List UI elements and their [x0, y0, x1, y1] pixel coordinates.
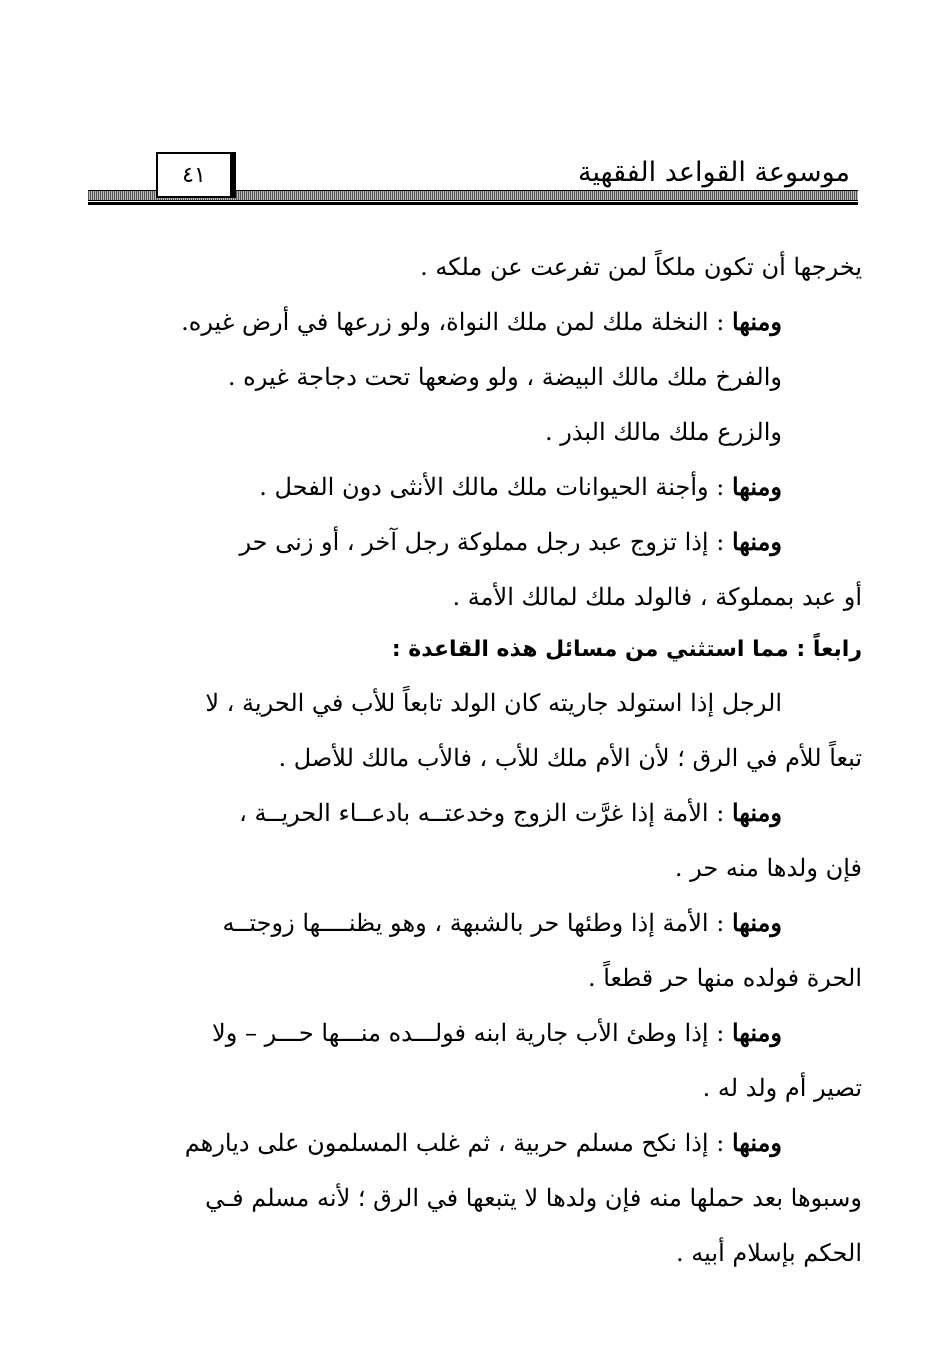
text-line: والزرع ملك مالك البذر .	[544, 418, 782, 446]
page-header	[88, 150, 858, 210]
text-line: والفرخ ملك مالك البيضة ، ولو وضعها تحت دجاجة غيره .	[227, 363, 782, 391]
text-line: ومنها : وأجنة الحيوانات ملك مالك الأنثى دون الفحل .	[259, 472, 782, 501]
text-line: فإن ولدها منه حر .	[674, 854, 862, 882]
text-line: وسبوها بعد حملها منه فإن ولدها لا يتبعها في الرق ؛ لأنه مسلم فـي	[205, 1184, 862, 1212]
text-line: ومنها : الأمة إذا غرَّت الزوج وخدعتــه بادعــاء الحريــة ،	[239, 798, 782, 827]
text-line: ومنها : إذا تزوج عبد رجل مملوكة رجل آخر ، أو زنى حر	[239, 527, 782, 556]
text-line: يخرجها أن تكون ملكاً لمن تفرعت عن ملكه .	[420, 253, 862, 281]
text-line: الحرة فولده منها حر قطعاً .	[587, 964, 862, 992]
text-line: ومنها : الأمة إذا وطئها حر بالشبهة ، وهو يظنــــها زوجتــه	[222, 908, 782, 937]
text-line: تبعاً للأم في الرق ؛ لأن الأم ملك للأب ، فالأب مالك للأصل .	[278, 744, 862, 772]
book-title: موسوعة القواعد الفقهية	[578, 157, 850, 188]
header-rule-bottom	[88, 202, 858, 205]
text-line: الرجل إذا استولد جاريته كان الولد تابعاً للأب في الحرية ، لا	[205, 689, 782, 717]
text-line: ومنها : إذا نكح مسلم حربية ، ثم غلب المسلمون على ديارهم	[184, 1128, 782, 1157]
text-line: ومنها : النخلة ملك لمن ملك النواة، ولو زرعها في أرض غيره.	[181, 307, 782, 336]
text-line: أو عبد بمملوكة ، فالولد ملك لمالك الأمة .	[452, 583, 862, 611]
text-line: ومنها : إذا وطئ الأب جارية ابنه فولـــده منـــها حـــر – ولا	[212, 1018, 782, 1047]
text-line: الحكم بإسلام أبيه .	[676, 1239, 862, 1267]
page-number: ٤١	[156, 152, 236, 198]
text-line: تصير أم ولد له .	[702, 1074, 862, 1102]
section-heading: رابعاً : مما استثني من مسائل هذه القاعدة :	[391, 637, 862, 662]
